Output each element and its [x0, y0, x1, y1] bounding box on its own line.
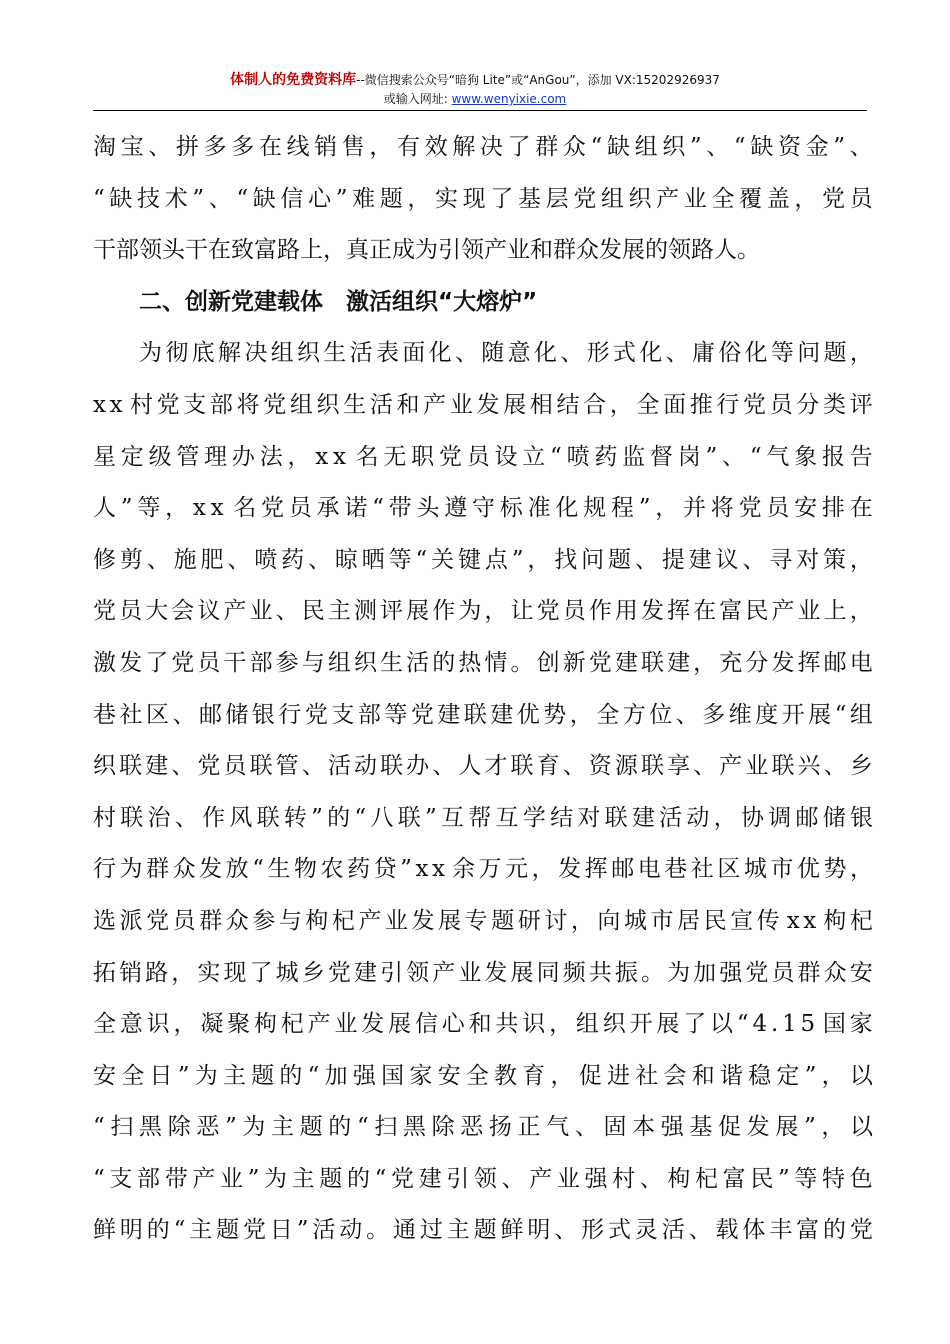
text-line: 鲜 明 的 “ 主 题 党 日 ” 活 动 。 通 过 主 题 鲜 明 、 形 式 灵 活 、 载 体 丰 富 的 党 — [93, 1217, 873, 1244]
header-url-prefix: 或输入网址: — [383, 92, 452, 106]
text-line: 淘 宝 、 拼 多 多 在 线 销 售 ， 有 效 解 决 了 群 众 “ 缺 组 织 ” 、 “ 缺 资 金 ” 、 — [93, 134, 873, 160]
text-line: 修 剪 、 施 肥 、 喷 药 、 晾 晒 等 “ 关 键 点 ” ， 找 问 题 、 提 建 议 、 寻 对 策 ， — [93, 546, 873, 573]
text-line: 为 彻 底 解 决 组 织 生 活 表 面 化 、 随 意 化 、 形 式 化 、 庸 俗 化 等 问 题 ， — [139, 340, 873, 367]
text-line: 行 为 群 众 发 放 “ 生 物 农 药 贷 ” x x 余 万 元 ， 发 挥 邮 电 巷 社 区 城 市 优 势 ， — [93, 856, 873, 883]
text-line: 激 发 了 党 员 干 部 参 与 组 织 生 活 的 热 情 。 创 新 党 建 联 建 ， 充 分 发 挥 邮 电 — [93, 649, 873, 676]
page-header — [0, 72, 950, 107]
text-line: 拓 销 路 ， 实 现 了 城 乡 党 建 引 领 产 业 发 展 同 频 共 振 。 为 加 强 党 员 群 众 安 — [93, 959, 873, 986]
text-line: 人 ” 等 ， x x 名 党 员 承 诺 “ 带 头 遵 守 标 准 化 规 程 ” ， 并 将 党 员 安 排 在 — [93, 495, 873, 522]
paragraph-2 — [93, 328, 873, 1257]
text-line: 全 意 识 ， 凝 聚 枸 杞 产 业 发 展 信 心 和 共 识 ， 组 织 开 展 了 以 “ 4 . 1 5 国 家 — [93, 1011, 873, 1038]
text-line: 选 派 党 员 群 众 参 与 枸 杞 产 业 发 展 专 题 研 讨 ， 向 城 市 居 民 宣 传 x x 枸 杞 — [93, 907, 873, 934]
text-line: 巷 社 区 、 邮 储 银 行 党 支 部 等 党 建 联 建 优 势 ， 全 方 位 、 多 维 度 开 展 “ 组 — [93, 701, 873, 728]
header-url-link[interactable]: www.wenyixie.com — [451, 92, 567, 106]
text-line: 安 全 日 ” 为 主 题 的 “ 加 强 国 家 安 全 教 育 ， 促 进 社 会 和 谐 稳 定 ” ， 以 — [93, 1062, 873, 1089]
text-line: 党 员 大 会 议 产 业 、 民 主 测 评 展 作 为 ， 让 党 员 作 用 发 挥 在 富 民 产 业 上 ， — [93, 598, 873, 625]
section-heading: 二、创新党建载体 激活组织“大熔炉” — [139, 288, 538, 315]
text-line: 干部领头干在致富路上，真正成为引领产业和群众发展的领路人。 — [93, 237, 760, 264]
header-line-2 — [0, 91, 950, 107]
text-line: “ 支 部 带 产 业 ” 为 主 题 的 “ 党 建 引 领 、 产 业 强 村 、 枸 杞 富 民 ” 等 特 色 — [93, 1165, 873, 1192]
text-line: 织 联 建 、 党 员 联 管 、 活 动 联 办 、 人 才 联 育 、 资 源 联 享 、 产 业 联 兴 、 乡 — [93, 753, 873, 780]
text-line: 村 联 治 、 作 风 联 转 ” 的 “ 八 联 ” 互 帮 互 学 结 对 联 建 活 动 ， 协 调 邮 储 银 — [93, 804, 873, 831]
text-line: x x 村 党 支 部 将 党 组 织 生 活 和 产 业 发 展 相 结 合 ， 全 面 推 行 党 员 分 类 评 — [93, 391, 873, 418]
paragraph-1 — [93, 122, 873, 277]
text-line: “ 缺 技 术 ” 、 “ 缺 信 心 ” 难 题 ， 实 现 了 基 层 党 组 织 产 业 全 覆 盖 ， 党 员 — [93, 185, 873, 212]
text-line: 星 定 级 管 理 办 法 ， x x 名 无 职 党 员 设 立 “ 喷 药 监 督 岗 ” 、 “ 气 象 报 告 — [93, 443, 873, 470]
header-divider — [93, 110, 867, 111]
text-line: “ 扫 黑 除 恶 ” 为 主 题 的 “ 扫 黑 除 恶 扬 正 气 、 固 本 强 基 促 发 展 ” ， 以 — [93, 1114, 873, 1141]
document-body — [93, 122, 873, 1257]
header-brand: 体制人的免费资料库 — [230, 72, 357, 88]
header-info: --微信搜索公众号“暗狗 Lite”或“AnGou”，添加 VX:15202926937 — [356, 73, 720, 87]
header-line-1 — [0, 72, 950, 88]
